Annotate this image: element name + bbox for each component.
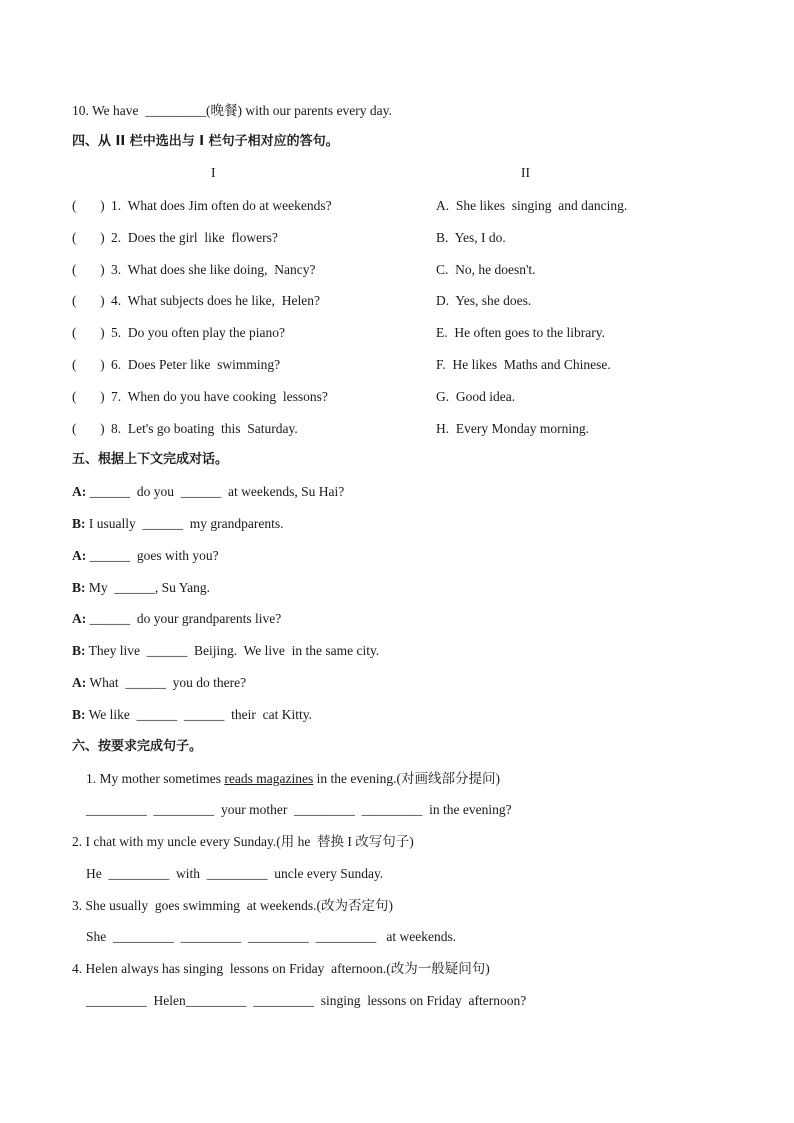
dialogue-line[interactable] xyxy=(72,515,283,533)
matching-question: 7. When do you have cooking lessons? xyxy=(111,389,328,404)
dialogue-text: ______ do you ______ at weekends, Su Hai? xyxy=(86,484,345,499)
speaker-label: B: xyxy=(72,580,86,595)
matching-answer: D. Yes, she does. xyxy=(436,293,532,308)
matching-answer: E. He often goes to the library. xyxy=(436,325,605,340)
dialogue-text: I usually ______ my grandparents. xyxy=(85,516,284,531)
dialogue-line[interactable] xyxy=(72,642,379,660)
matching-answer: H. Every Monday morning. xyxy=(436,421,589,436)
question-10: 10. We have _________(晚餐) with our parents every day. xyxy=(72,103,392,118)
rewrite-prompt: 4. Helen always has singing lessons on Friday afternoon.(改为一般疑问句) xyxy=(72,961,490,976)
rewrite-answer-line[interactable]: She _________ _________ _________ _________ at weekends. xyxy=(86,929,457,944)
dialogue-text: We like ______ ______ their cat Kitty. xyxy=(85,707,313,722)
dialogue-text: My ______, Su Yang. xyxy=(85,580,211,595)
rewrite-answer-line[interactable]: _________ Helen_________ _________ singing lessons on Friday afternoon? xyxy=(86,993,527,1008)
rewrite-prompt: 3. She usually goes swimming at weekends.(改为否定句) xyxy=(72,898,393,913)
section-6-title: 六、按要求完成句子。 xyxy=(72,739,203,754)
column-1-header: I xyxy=(211,165,216,180)
speaker-label: B: xyxy=(72,643,86,658)
speaker-label: A: xyxy=(72,675,87,690)
section-5-title: 五、根据上下文完成对话。 xyxy=(72,452,229,467)
matching-answer: G. Good idea. xyxy=(436,389,516,404)
matching-question: 8. Let's go boating this Saturday. xyxy=(111,421,298,436)
matching-answer: F. He likes Maths and Chinese. xyxy=(436,357,611,372)
answer-bracket[interactable]: ( ) xyxy=(72,421,105,436)
matching-question: 3. What does she like doing, Nancy? xyxy=(111,262,316,277)
speaker-label: B: xyxy=(72,516,86,531)
dialogue-line[interactable] xyxy=(72,483,344,501)
matching-question: 4. What subjects does he like, Helen? xyxy=(111,293,320,308)
section-4-title: 四、从 II 栏中选出与 I 栏句子相对应的答句。 xyxy=(72,134,339,149)
dialogue-text: They live ______ Beijing. We live in the same city. xyxy=(85,643,380,658)
dialogue-text: ______ do your grandparents live? xyxy=(86,611,282,626)
rewrite-answer-line[interactable]: _________ _________ your mother _________ _________ in the evening? xyxy=(86,802,512,817)
matching-answer: B. Yes, I do. xyxy=(436,230,506,245)
answer-bracket[interactable]: ( ) xyxy=(72,262,105,277)
dialogue-line[interactable] xyxy=(72,674,246,692)
dialogue-line[interactable] xyxy=(72,547,219,565)
matching-question: 5. Do you often play the piano? xyxy=(111,325,285,340)
dialogue-text: ______ goes with you? xyxy=(86,548,219,563)
rewrite-prompt: 2. I chat with my uncle every Sunday.(用 he 替换 I 改写句子) xyxy=(72,834,414,849)
underlined-phrase: reads magazines xyxy=(224,771,314,786)
dialogue-line[interactable] xyxy=(72,579,210,597)
answer-bracket[interactable]: ( ) xyxy=(72,389,105,404)
dialogue-line[interactable] xyxy=(72,610,281,628)
matching-question: 1. What does Jim often do at weekends? xyxy=(111,198,332,213)
column-2-header: II xyxy=(521,165,530,180)
speaker-label: A: xyxy=(72,548,87,563)
matching-answer: A. She likes singing and dancing. xyxy=(436,198,628,213)
answer-bracket[interactable]: ( ) xyxy=(72,293,105,308)
answer-bracket[interactable]: ( ) xyxy=(72,357,105,372)
dialogue-line[interactable] xyxy=(72,706,312,724)
rewrite-answer-line[interactable]: He _________ with _________ uncle every Sunday. xyxy=(86,866,384,881)
answer-bracket[interactable]: ( ) xyxy=(72,325,105,340)
prompt-text: 1. My mother sometimes xyxy=(86,771,225,786)
answer-bracket[interactable]: ( ) xyxy=(72,198,105,213)
rewrite-prompt xyxy=(86,770,500,788)
prompt-instruction: in the evening.(对画线部分提问) xyxy=(313,771,500,786)
speaker-label: A: xyxy=(72,611,87,626)
answer-bracket[interactable]: ( ) xyxy=(72,230,105,245)
speaker-label: B: xyxy=(72,707,86,722)
matching-question: 6. Does Peter like swimming? xyxy=(111,357,281,372)
speaker-label: A: xyxy=(72,484,87,499)
matching-question: 2. Does the girl like flowers? xyxy=(111,230,278,245)
dialogue-text: What ______ you do there? xyxy=(86,675,247,690)
matching-answer: C. No, he doesn't. xyxy=(436,262,536,277)
